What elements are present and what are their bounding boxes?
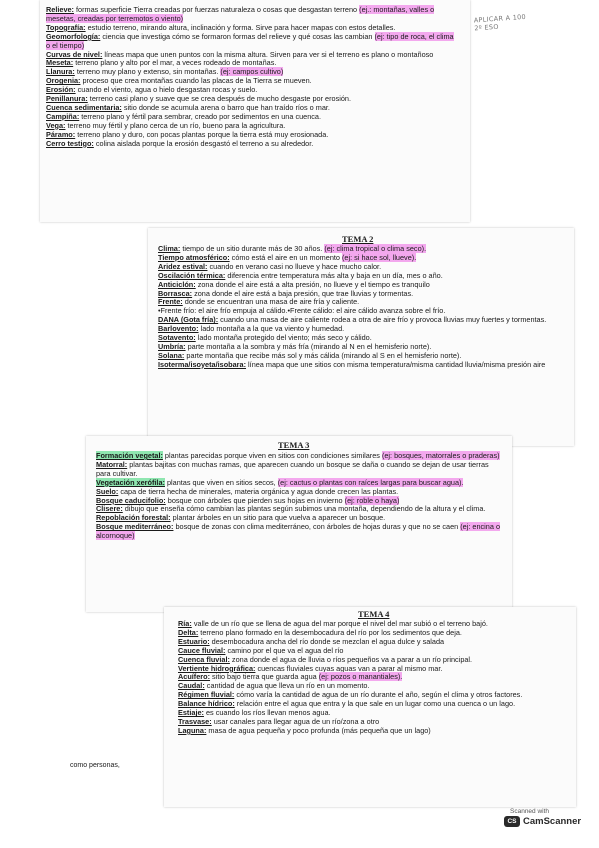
glossary-term: Meseta: [46,58,74,68]
camscanner-logo-icon: CS [504,816,520,827]
glossary-definition: lado montaña protegido del viento; más seco y cálido. [195,333,372,343]
glossary-definition: zona donde el aire está a alta presión, no llueve y el tiempo es tranquilo [195,279,430,289]
glossary-definition: formas superficie Tierra creadas por fuerzas naturaleza o cosas que desgastan terreno [74,5,360,14]
glossary-definition: masa de agua pequeña y poco profunda (más pequeña que un lago) [206,725,431,735]
glossary-term: Geomorfología: [46,31,101,41]
glossary-definition: terreno muy fértil y plano cerca de un río, bueno para la agricultura. [65,120,286,130]
glossary-term: Delta: [178,627,199,637]
glossary-term: Anticiclón: [158,279,196,289]
glossary-example-highlight: (ej: cactus o plantas con raíces largas para buscar agua). [277,477,464,487]
section-tema-2-entries [158,245,568,370]
glossary-term: DANA (Gota fría): [158,315,219,325]
glossary-term: Cerro testigo: [46,138,94,148]
glossary-definition: cómo varía la cantidad de agua de un río durante el año, según el clima y otros factores. [234,690,523,700]
glossary-entry [96,523,504,541]
glossary-definition: colina aislada porque la erosión desgastó el terreno a su alrededor. [93,138,314,148]
glossary-term: Relieve: [46,5,74,14]
glossary-term: Bosque caducifolio: [96,495,166,505]
glossary-definition: plantas parecidas porque viven en sitios con condiciones similares [162,451,382,460]
glossary-definition: estudio terreno, mirando altura, inclinación y forma. Sirve para hacer mapas con estos detalles. [85,22,396,32]
glossary-entry [46,33,458,51]
glossary-definition: terreno plano formado en la desembocadura del río por los sedimentos que deja. [198,627,462,637]
glossary-term: Solana: [158,350,185,360]
glossary-definition: plantas que viven en sitios secos, [164,477,278,487]
glossary-term: Ría: [178,619,192,628]
glossary-term: Isoterma/isoyeta/isobara: [158,359,247,369]
glossary-definition: dibujo que enseña cómo cambian las plantas según subimos una montaña, dependiendo de la altura y el clima. [122,504,486,514]
glossary-term: Cuenca fluvial: [178,654,230,664]
glossary-example-highlight: (ej: bosques, matorrales o praderas) [381,451,500,460]
glossary-definition: sitio donde se acumula arena o barro que han traído ríos o mar. [121,102,330,112]
glossary-definition: •Frente frío: el aire frío empuja al cálido.•Frente cálido: el aire cálido avanza sobre el frío. [158,306,446,316]
section-tema-1 [46,6,458,149]
glossary-term: Borrasca: [158,288,193,298]
glossary-term: Cuenca sedimentaria: [46,102,122,112]
glossary-term: Clima: [158,244,181,253]
glossary-term: Clisere: [96,504,123,514]
handwritten-note [474,12,545,33]
glossary-entry [96,461,504,479]
glossary-example-highlight: (ej: clima tropical o clima seco). [324,244,427,253]
glossary-definition: terreno plano y alto por el mar, a veces rodeado de montañas. [73,58,277,68]
glossary-definition: cuando en verano casi no llueve y hace mucho calor. [207,261,382,271]
glossary-definition: cantidad de agua que lleva un río en un momento. [204,681,370,691]
glossary-term: Formación vegetal: [96,451,163,460]
glossary-definition: terreno plano y fértil para sembrar, creado por sedimentos en una cuenca. [79,111,321,121]
glossary-definition: terreno casi plano y suave que se crea después de mucho desgaste por erosión. [87,94,352,104]
section-tema-2 [158,245,568,370]
glossary-example-highlight: (ej: roble o haya) [344,495,400,505]
watermark-brand: CamScanner [523,816,582,827]
glossary-term: Cauce fluvial: [178,645,226,655]
glossary-definition: bosque de zonas con clima mediterráneo, con árboles de hojas duras y que no se caen [173,522,461,532]
section-tema-2-title: TEMA 2 [342,234,374,244]
glossary-definition: línea mapa que une sitios con misma temperatura/misma cantidad lluvia/misma presión aire [246,359,546,369]
glossary-definition: cuando el viento, agua o hielo desgastan rocas y suelo. [75,85,258,95]
section-tema-3-title: TEMA 3 [278,440,310,450]
section-tema-3 [96,452,504,541]
glossary-definition: zona donde el agua de lluvia o ríos pequeños va a parar a un río principal. [229,654,473,664]
glossary-definition: cómo está el aire en un momento [229,252,342,262]
section-tema-3-entries [96,452,504,541]
glossary-example-highlight: (ej: si hace sol, llueve). [342,252,417,262]
glossary-definition: camino por el que va el agua del río [225,645,344,655]
glossary-example-highlight: (ej: pozos o manantiales). [318,672,403,682]
handwritten-note-line-1: APLICAR A 100 [473,12,527,25]
glossary-term: Vegetación xerófila: [96,477,165,487]
glossary-definition: lado montaña a la que va viento y humedad. [198,324,345,334]
glossary-entry [46,140,458,149]
camscanner-watermark [504,808,581,827]
glossary-term: Barlovento: [158,324,199,334]
glossary-definition: capa de tierra hecha de minerales, materia orgánica y agua donde crecen las plantas. [118,486,399,496]
glossary-term: Sotavento: [158,333,196,343]
glossary-definition: sitio bajo tierra que guarda agua [210,672,319,682]
glossary-term: Orogenia: [46,76,81,86]
glossary-term: Campiña: [46,111,80,121]
section-tema-1-entries [46,6,458,149]
glossary-entry [46,6,458,24]
glossary-term: Estuario: [178,636,210,646]
glossary-term: Topografía: [46,22,86,32]
glossary-definition: diferencia entre temperatura más alta y baja en un día, mes o año. [225,270,443,280]
glossary-definition: cuencas fluviales cuyas aguas van a parar al mismo mar. [255,663,443,673]
glossary-term: Régimen fluvial: [178,690,235,700]
glossary-definition: terreno plano y duro, con pocas plantas porque la tierra está muy erosionada. [75,129,329,139]
glossary-term: Frente: [158,297,183,307]
glossary-definition: parte montaña que recibe más sol y más cálida (mirando al S en el hemisferio norte). [184,350,462,360]
watermark-badge [504,816,581,827]
glossary-term: Umbría: [158,341,186,351]
glossary-term: Vertiente hidrográfica: [178,663,256,673]
glossary-definition: terreno muy plano y extenso, sin montañas. [74,67,221,77]
glossary-definition: donde se encuentran una masa de aire fría y caliente. [182,297,360,307]
glossary-example-highlight: (ej: tipo de roca, el clima o el tiempo) [46,31,454,50]
glossary-definition: usar canales para llegar agua de un río/zona a otro [211,716,380,726]
glossary-term: Trasvase: [178,716,212,726]
glossary-definition: proceso que crea montañas cuando las placas de la Tierra se mueven. [80,76,312,86]
glossary-example-highlight: (ej.: montañas, valles o mesetas, creadas por terremotos o viento) [46,5,435,23]
glossary-term: Estiaje: [178,708,204,718]
glossary-definition: zona donde el aire está a baja presión, que trae lluvias y tormentas. [192,288,414,298]
glossary-term: Tiempo atmosférico: [158,252,230,262]
glossary-term: Páramo: [46,129,76,139]
glossary-term: Vega: [46,120,66,130]
glossary-definition: ciencia que investiga cómo se formaron formas del relieve y qué cosas las cambian [100,31,375,41]
glossary-definition: tiempo de un sitio durante más de 30 años. [180,244,325,253]
section-tema-4-title: TEMA 4 [358,609,390,619]
glossary-definition: bosque con árboles que pierden sus hojas en invierno [165,495,345,505]
glossary-definition: es cuando los ríos llevan menos agua. [203,708,331,718]
glossary-term: Caudal: [178,681,205,691]
glossary-term: Curvas de nivel: [46,49,103,59]
glossary-definition: desembocadura ancha del río donde se mezclan el agua dulce y salada [209,636,445,646]
glossary-example-highlight: (ej: campos cultivo) [220,67,284,77]
section-tema-4-entries [178,620,572,736]
glossary-definition: líneas mapa que unen puntos con la misma altura. Sirven para ver si el terreno es plano o montañoso [102,49,434,59]
glossary-entry [178,727,572,736]
glossary-definition: relación entre el agua que entra y la que sale en un lugar como una cuenca o un lago. [234,699,516,709]
glossary-term: Balance hídrico: [178,699,235,709]
glossary-example-highlight: (ej: encina o alcornoque) [96,522,501,541]
margin-note: como personas, [70,762,120,769]
glossary-definition: parte montaña a la sombra y más fría (mirando al N en el hemisferio norte). [185,341,432,351]
glossary-definition: valle de un río que se llena de agua del mar porque el nivel del mar subió o el terreno bajó. [191,619,488,628]
glossary-term: Aridez estival: [158,261,208,271]
glossary-definition: plantas bajitas con muchas ramas, que aparecen cuando un bosque se daña o cuando se dejan de usar tierras para cultivar. [96,459,489,478]
glossary-term: Erosión: [46,85,76,95]
glossary-term: Laguna: [178,725,207,735]
glossary-term: Oscilación térmica: [158,270,226,280]
glossary-definition: cuando una masa de aire caliente rodea a otra de aire frío y provoca lluvias muy fuertes y tormentas. [218,315,547,325]
glossary-term: Llanura: [46,67,75,77]
handwritten-note-line-2: 2º ESO [474,22,500,33]
glossary-definition: plantar árboles en un sitio para que vuelva a aparecer un bosque. [170,513,386,523]
glossary-term: Bosque mediterráneo: [96,522,174,532]
glossary-term: Penillanura: [46,94,88,104]
glossary-entry [158,361,568,370]
glossary-term: Suelo: [96,486,119,496]
section-tema-4 [178,620,572,736]
glossary-term: Matorral: [96,459,128,469]
watermark-caption: Scanned with [510,808,550,815]
glossary-term: Repoblación forestal: [96,513,171,523]
glossary-term: Acuífero: [178,672,211,682]
